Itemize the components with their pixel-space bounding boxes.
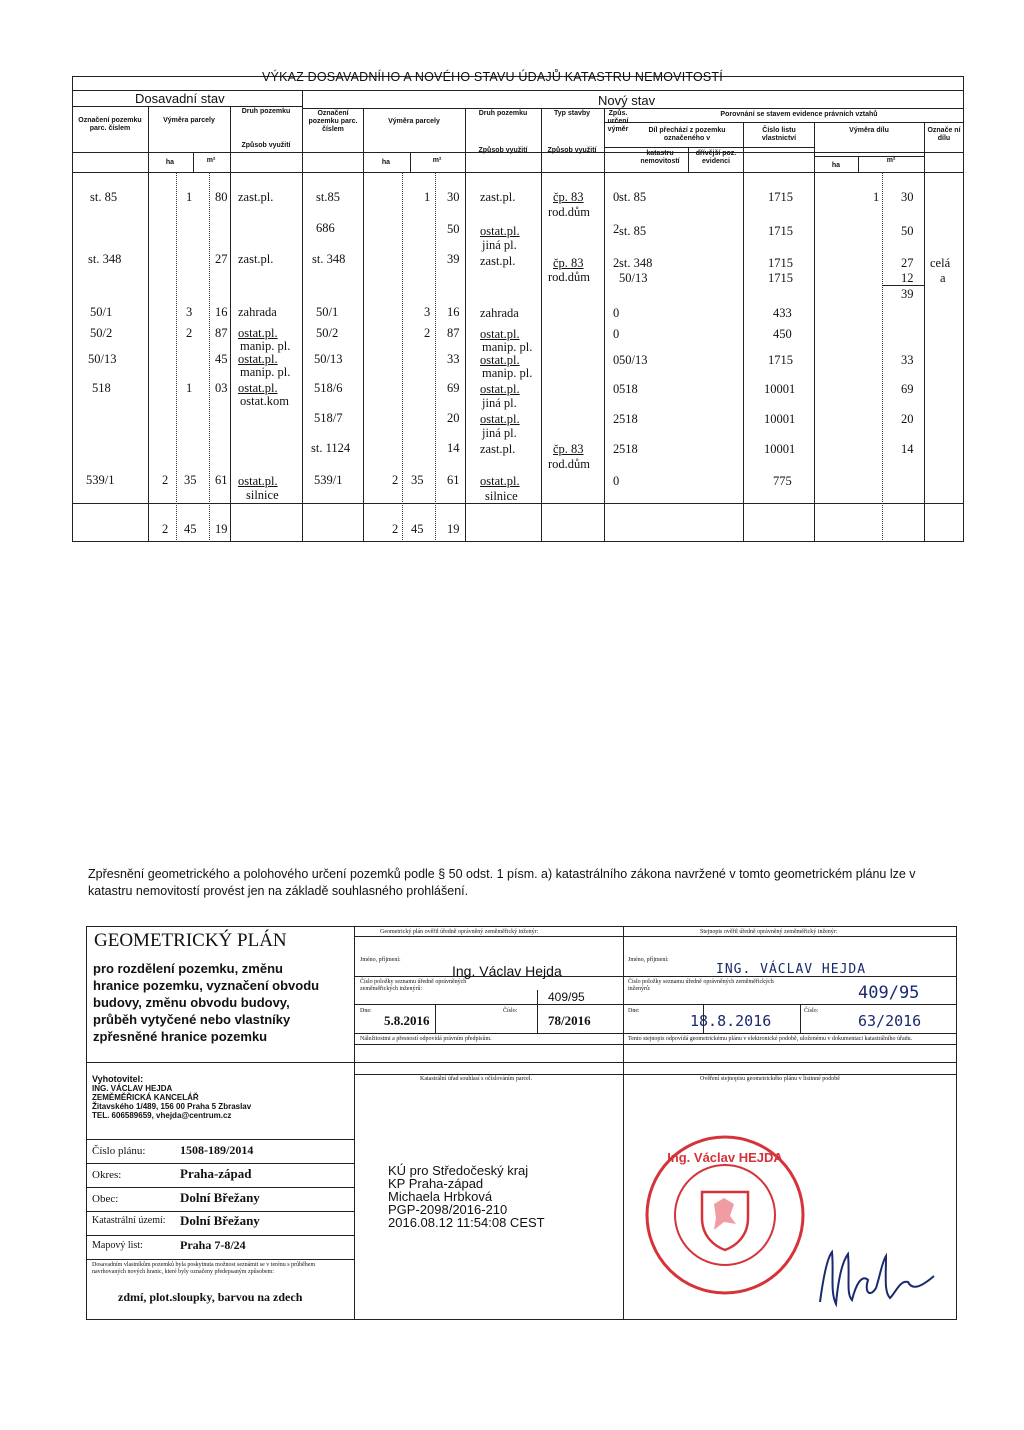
old-ha: 35 bbox=[184, 473, 197, 487]
hdr-m2-new: m² bbox=[432, 157, 442, 164]
ku-office-line: PGP-2098/2016-210 bbox=[388, 1202, 508, 1217]
seznam-number: 409/95 bbox=[548, 990, 585, 1004]
okres: Praha-západ bbox=[180, 1166, 252, 1181]
new-parcel: 686 bbox=[316, 221, 335, 235]
typ-stavby-2: rod.dům bbox=[548, 205, 591, 219]
dil-m2-3: 39 bbox=[901, 287, 914, 301]
old-parcel: 50/2 bbox=[90, 326, 113, 340]
hdr-vymera-dilu: Výměra dílu bbox=[849, 127, 889, 134]
dil-m2: 20 bbox=[901, 412, 914, 426]
lv: 1715 bbox=[768, 256, 793, 270]
hdr-new-vymera: Výměra parcely bbox=[388, 118, 440, 125]
new-m2: 39 bbox=[447, 252, 460, 266]
new-druh: ostat.pl. bbox=[480, 382, 520, 396]
old-parcel: st. 85 bbox=[90, 190, 118, 204]
old-druh-2: manip. pl. bbox=[240, 339, 291, 353]
hdr-drivejsi: dřívější poz. evidenci bbox=[695, 150, 737, 165]
hdr-oznaceni-pozemku: Označení pozemku parc. číslem bbox=[78, 117, 142, 132]
table-title: VÝKAZ DOSAVADNÍHO A NOVÉHO STAVU ÚDAJŮ KATASTRU NEMOVITOSTÍ bbox=[262, 70, 723, 84]
new-ha: 35 bbox=[411, 473, 424, 487]
hdr-zpusob-vyuziti: Způsob využití bbox=[241, 142, 291, 149]
new-druh-2: jiná pl. bbox=[482, 238, 517, 252]
lv: 1715 bbox=[768, 353, 793, 367]
okres-label: Okres: bbox=[92, 1169, 122, 1181]
new-parcel: st.85 bbox=[316, 190, 340, 204]
old-ha: 2 bbox=[186, 326, 193, 340]
urceni: 0 bbox=[613, 190, 620, 204]
new-m2: 61 bbox=[447, 473, 460, 487]
new-druh: ostat.pl. bbox=[480, 412, 520, 426]
official-stamp-icon bbox=[640, 1130, 810, 1300]
hdr-new-zpusob: Způsob využití bbox=[478, 147, 528, 154]
total-old-a: 2 bbox=[162, 522, 169, 536]
typ-stavby: čp. 83 bbox=[553, 256, 584, 270]
dil-m2: 27 bbox=[901, 256, 914, 270]
katastr: 518 bbox=[619, 412, 638, 426]
verifier-name: Ing. Václav Hejda bbox=[452, 963, 562, 979]
old-ha: 1 bbox=[186, 381, 193, 395]
katastr: 50/13 bbox=[619, 353, 648, 367]
typ-stavby: čp. 83 bbox=[553, 442, 584, 456]
copy-cislo-label: Číslo: bbox=[804, 1008, 819, 1014]
old-druh: zahrada bbox=[238, 305, 277, 319]
hdr-ha-dil: ha bbox=[831, 162, 841, 169]
new-druh: ostat.pl. bbox=[480, 224, 520, 238]
new-druh: ostat.pl. bbox=[480, 353, 520, 367]
new-m2: 69 bbox=[447, 381, 460, 395]
dil-m2: 33 bbox=[901, 353, 914, 367]
obec: Dolní Břežany bbox=[180, 1190, 260, 1205]
total-new-a: 2 bbox=[392, 522, 399, 536]
hdr-oznaceni-dilu: Označe ní dílu bbox=[927, 127, 961, 142]
new-ha-2: 2 bbox=[392, 473, 399, 487]
new-druh-2: jiná pl. bbox=[482, 426, 517, 440]
hdr-new-zpusob2: Způsob využití bbox=[547, 147, 597, 154]
katastr: st. 85 bbox=[619, 224, 647, 238]
name-label: Jméno, příjmení: bbox=[360, 957, 401, 963]
copy-note: Tento stejnopis odpovídá geometrickému plánu v elektronické podobě, uloženému v dokumentaci katastrálního úřadu. bbox=[628, 1036, 913, 1042]
verify-header: Geometrický plán ověřil úředně oprávněný zeměměřický inženýr: bbox=[380, 929, 539, 935]
new-state-heading: Nový stav bbox=[598, 93, 656, 108]
copy-seznam: 409/95 bbox=[858, 983, 920, 1003]
dil-m2: 50 bbox=[901, 224, 914, 238]
plan-purpose bbox=[93, 960, 349, 1045]
new-druh: zast.pl. bbox=[480, 442, 516, 456]
old-druh: ostat.pl. bbox=[238, 474, 278, 488]
cislo-label: Číslo: bbox=[503, 1008, 518, 1014]
lv: 1715 bbox=[768, 224, 793, 238]
urceni: 2 bbox=[613, 256, 620, 270]
purpose-line: budovy, změnu obvodu budovy, bbox=[93, 995, 290, 1010]
marking-method: zdmí, plot.sloupky, barvou na zdech bbox=[118, 1290, 303, 1304]
old-druh: ostat.pl. bbox=[238, 352, 278, 366]
old-druh-2: silnice bbox=[246, 488, 279, 502]
dil-oznaceni-2: a bbox=[940, 271, 946, 285]
lv: 450 bbox=[773, 327, 792, 341]
new-druh: ostat.pl. bbox=[480, 474, 520, 488]
new-parcel: 539/1 bbox=[314, 473, 343, 487]
old-druh-2: manip. pl. bbox=[240, 365, 291, 379]
total-old-c: 19 bbox=[215, 522, 228, 536]
lv: 10001 bbox=[764, 382, 796, 396]
dil-m2: 69 bbox=[901, 382, 914, 396]
copy-number: 63/2016 bbox=[858, 1012, 922, 1030]
new-ha: 1 bbox=[424, 190, 431, 204]
urceni: 2 bbox=[613, 442, 620, 456]
new-druh-2: manip. pl. bbox=[482, 366, 533, 380]
typ-stavby-2: rod.dům bbox=[548, 457, 591, 471]
hdr-new-druh: Druh pozemku bbox=[478, 110, 528, 117]
lv: 1715 bbox=[768, 190, 793, 204]
old-ha-2: 2 bbox=[162, 473, 169, 487]
new-parcel: 518/6 bbox=[314, 381, 343, 395]
purpose-line: hranice pozemku, vyznačení obvodu bbox=[93, 978, 320, 993]
new-parcel: 50/13 bbox=[314, 352, 343, 366]
lv: 775 bbox=[773, 474, 792, 488]
ku-office-line: KÚ pro Středočeský kraj bbox=[388, 1163, 529, 1178]
purpose-line: zpřesněné hranice pozemku bbox=[93, 1029, 268, 1044]
lv: 10001 bbox=[764, 412, 796, 426]
new-parcel: st. 348 bbox=[312, 252, 346, 266]
katastr: st. 85 bbox=[619, 190, 647, 204]
old-m2: 45 bbox=[215, 352, 228, 366]
typ-stavby: čp. 83 bbox=[553, 190, 584, 204]
prepared-line: TEL. 606589659, vhejda@centrum.cz bbox=[92, 1111, 232, 1120]
dne-label: Dne: bbox=[360, 1008, 372, 1014]
total-old-b: 45 bbox=[184, 522, 197, 536]
hdr-cislo-listu: Číslo listu vlastnictví bbox=[761, 127, 797, 142]
mapovy-list-label: Mapový list: bbox=[92, 1240, 143, 1251]
old-parcel: 50/1 bbox=[90, 305, 113, 319]
urceni: 0 bbox=[613, 306, 620, 320]
ku: Dolní Břežany bbox=[180, 1213, 260, 1228]
signature-icon bbox=[812, 1232, 942, 1312]
nalezitosti: Náležitostmi a přesností odpovídá právním předpisům. bbox=[360, 1036, 492, 1042]
mapovy-list: Praha 7-8/24 bbox=[180, 1238, 246, 1252]
new-m2: 20 bbox=[447, 411, 460, 425]
hdr-zpusob-urceni: Způs. určení výměr bbox=[607, 110, 629, 133]
hdr-typ-stavby: Typ stavby bbox=[553, 110, 591, 117]
old-ha: 3 bbox=[186, 305, 193, 319]
owners-note: Dosavadním vlastníkům pozemků byla poskytnuta možnost seznámit se v terénu s průběhem navrhovaných nových hranic, které byly označeny předepsaným způsobem: bbox=[92, 1262, 316, 1275]
hdr-dil-prechazi: Díl přechází z pozemku označeného v bbox=[648, 127, 726, 142]
prepared-line: ZEMĚMĚŘICKÁ KANCELÁŘ bbox=[92, 1093, 199, 1102]
legal-note: Zpřesnění geometrického a polohového určení pozemků podle § 50 odst. 1 písm. a) katastrálního zákona navržené v tomto geometrickém plánu lze v katastru nemovitostí provést jen na základě souhlasného prohlášení. bbox=[88, 867, 916, 898]
urceni: 0 bbox=[613, 382, 620, 396]
seznam-label: Číslo položky seznamu úředně oprávněných zeměměřických inženýrů: bbox=[360, 979, 467, 992]
hdr-druh-pozemku: Druh pozemku bbox=[241, 108, 291, 115]
old-m2: 16 bbox=[215, 305, 228, 319]
katastr: 518 bbox=[619, 442, 638, 456]
purpose-line: průběh vytyčené nebo vlastníky bbox=[93, 1012, 291, 1027]
total-new-b: 45 bbox=[411, 522, 424, 536]
prepared-label: Vyhotovitel: bbox=[92, 1074, 144, 1084]
katastr: 518 bbox=[619, 382, 638, 396]
new-m2: 14 bbox=[447, 441, 460, 455]
katastr: st. 348 bbox=[619, 256, 653, 270]
prepared-block bbox=[92, 1075, 251, 1120]
hdr-new-oznaceni: Označení pozemku parc. číslem bbox=[308, 110, 358, 133]
copy-seznam-label: Číslo položky seznamu úředně oprávněných zeměměřických inženýrů: bbox=[628, 979, 774, 992]
typ-stavby-2: rod.dům bbox=[548, 270, 591, 284]
new-m2: 33 bbox=[447, 352, 460, 366]
hdr-ha-old: ha bbox=[165, 159, 175, 166]
new-parcel: 518/7 bbox=[314, 411, 343, 425]
overeni-header: Ověření stejnopisu geometrického plánu v listinné podobě bbox=[700, 1076, 840, 1082]
old-m2: 27 bbox=[215, 252, 228, 266]
old-parcel: 50/13 bbox=[88, 352, 117, 366]
dil-m2: 14 bbox=[901, 442, 914, 456]
urceni: 0 bbox=[613, 327, 620, 341]
hdr-ha-new: ha bbox=[381, 159, 391, 166]
old-state-heading: Dosavadní stav bbox=[135, 91, 225, 106]
old-parcel: 539/1 bbox=[86, 473, 115, 487]
new-druh-2: silnice bbox=[485, 489, 518, 503]
katastr-2: 50/13 bbox=[619, 271, 648, 285]
new-ha: 3 bbox=[424, 305, 431, 319]
new-m2: 16 bbox=[447, 305, 460, 319]
new-ha: 2 bbox=[424, 326, 431, 340]
ku-label: Katastrální území: bbox=[92, 1215, 166, 1226]
total-new-c: 19 bbox=[447, 522, 460, 536]
hdr-vymera-parcely: Výměra parcely bbox=[163, 117, 215, 124]
copy-header: Stejnopis ověřil úředně oprávněný zeměměřický inženýr: bbox=[700, 929, 838, 935]
ku-office-header: Katastrální úřad souhlasí s očíslováním parcel. bbox=[420, 1076, 532, 1082]
new-druh: ostat.pl. bbox=[480, 327, 520, 341]
old-m2: 80 bbox=[215, 190, 228, 204]
old-druh: zast.pl. bbox=[238, 190, 274, 204]
old-m2: 61 bbox=[215, 473, 228, 487]
dil-m2: 30 bbox=[901, 190, 914, 204]
hdr-porovnani: Porovnání se stavem evidence právních vztahů bbox=[720, 111, 878, 118]
lv: 433 bbox=[773, 306, 792, 320]
new-m2: 30 bbox=[447, 190, 460, 204]
prepared-line: Žitavského 1/489, 156 00 Praha 5 Zbraslav bbox=[92, 1102, 252, 1111]
lv: 10001 bbox=[764, 442, 796, 456]
new-m2: 87 bbox=[447, 326, 460, 340]
dil-ha: 1 bbox=[873, 190, 880, 204]
old-druh: zast.pl. bbox=[238, 252, 274, 266]
obec-label: Obec: bbox=[92, 1193, 119, 1205]
hdr-m2-old: m² bbox=[206, 157, 216, 164]
purpose-line: pro rozdělení pozemku, změnu bbox=[93, 961, 283, 976]
copy-date: 18.8.2016 bbox=[690, 1012, 772, 1030]
ku-office-line: Michaela Hrbková bbox=[388, 1189, 493, 1204]
dil-oznaceni: celá bbox=[930, 256, 951, 270]
verify-date: 5.8.2016 bbox=[384, 1013, 430, 1028]
urceni: 0 bbox=[613, 353, 620, 367]
old-parcel: 518 bbox=[92, 381, 111, 395]
old-ha: 1 bbox=[186, 190, 193, 204]
new-parcel: 50/2 bbox=[316, 326, 339, 340]
ku-office-block bbox=[388, 1164, 545, 1229]
urceni: 2 bbox=[613, 222, 620, 236]
new-druh: zahrada bbox=[480, 306, 519, 320]
cislo-planu-label: Číslo plánu: bbox=[92, 1145, 146, 1157]
verify-number: 78/2016 bbox=[548, 1013, 591, 1028]
old-parcel: st. 348 bbox=[88, 252, 122, 266]
new-druh-2: manip. pl. bbox=[482, 340, 533, 354]
plan-title: GEOMETRICKÝ PLÁN bbox=[94, 930, 287, 951]
cislo-planu: 1508-189/2014 bbox=[180, 1143, 254, 1157]
urceni: 2 bbox=[613, 412, 620, 426]
dil-m2-2: 12 bbox=[901, 271, 914, 285]
hdr-m2-dil: m² bbox=[886, 157, 896, 164]
new-druh: zast.pl. bbox=[480, 254, 516, 268]
new-druh: zast.pl. bbox=[480, 190, 516, 204]
old-m2: 03 bbox=[215, 381, 228, 395]
stamp-text: Ing. Václav HEJDA bbox=[667, 1150, 783, 1165]
lv-2: 1715 bbox=[768, 271, 793, 285]
old-m2: 87 bbox=[215, 326, 228, 340]
ku-office-line: 2016.08.12 11:54:08 CEST bbox=[388, 1215, 545, 1230]
old-druh-2: ostat.kom bbox=[240, 394, 289, 408]
copy-name: ING. VÁCLAV HEJDA bbox=[716, 962, 867, 977]
new-parcel: 50/1 bbox=[316, 305, 339, 319]
old-druh: ostat.pl. bbox=[238, 381, 278, 395]
new-parcel: st. 1124 bbox=[311, 441, 351, 455]
copy-name-label: Jméno, příjmení: bbox=[628, 957, 669, 963]
hdr-katastru: katastru nemovitostí bbox=[640, 150, 680, 165]
old-druh: ostat.pl. bbox=[238, 326, 278, 340]
copy-dne-label: Dne: bbox=[628, 1008, 640, 1014]
new-m2: 50 bbox=[447, 222, 460, 236]
prepared-line: ING. VÁCLAV HEJDA bbox=[92, 1084, 173, 1093]
ku-office-line: KP Praha-západ bbox=[388, 1176, 484, 1191]
new-druh-2: jiná pl. bbox=[482, 396, 517, 410]
urceni: 0 bbox=[613, 474, 620, 488]
